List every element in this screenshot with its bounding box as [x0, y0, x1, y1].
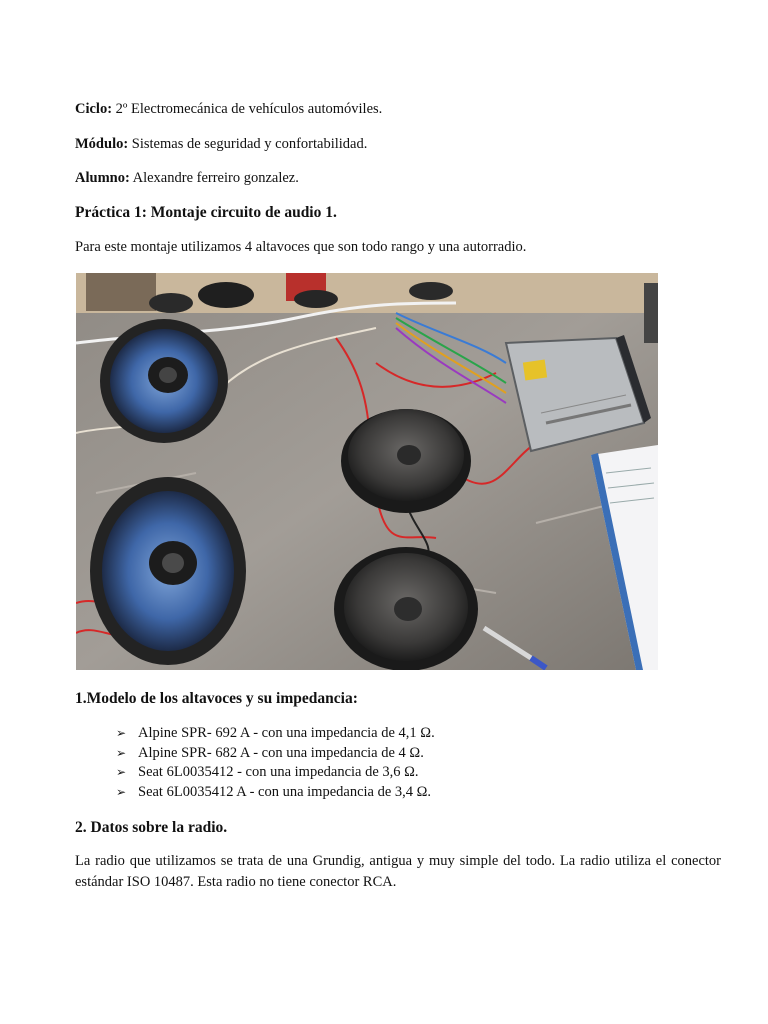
radio-description: La radio que utilizamos se trata de una Grundig, antigua y muy simple del todo. La radio utiliza el conector estándar ISO 10487. Esta radio no tiene conector RCA. — [75, 853, 721, 890]
practice-title: Práctica 1: Montaje circuito de audio 1. — [75, 204, 337, 221]
ciclo-value: 2º Electromecánica de vehículos automóviles. — [115, 101, 383, 117]
arrow-bullet-icon: ➢ — [116, 784, 127, 799]
alumno-value: Alexandre ferreiro gonzalez. — [132, 170, 299, 186]
list-item: ➢ Alpine SPR- 682 A - con una impedancia de 4 Ω. — [116, 744, 435, 764]
speaker-model-list — [116, 724, 435, 802]
list-item: ➢ Seat 6L0035412 - con una impedancia de 3,6 Ω. — [116, 763, 435, 783]
intro-text: Para este montaje utilizamos 4 altavoces que son todo rango y una autorradio. — [75, 239, 527, 255]
arrow-bullet-icon: ➢ — [116, 745, 127, 760]
alumno-line — [75, 170, 299, 187]
section1-title: 1.Modelo de los altavoces y su impedancia: — [75, 690, 358, 707]
section2-title: 2. Datos sobre la radio. — [75, 819, 228, 836]
modulo-label: Módulo: — [75, 136, 129, 152]
modulo-value: Sistemas de seguridad y confortabilidad. — [131, 136, 368, 152]
list-item: ➢ Seat 6L0035412 A - con una impedancia de 3,4 Ω. — [116, 783, 435, 803]
list-item: ➢ Alpine SPR- 692 A - con una impedancia de 4,1 Ω. — [116, 724, 435, 744]
arrow-bullet-icon: ➢ — [116, 726, 127, 740]
arrow-bullet-icon: ➢ — [116, 765, 127, 779]
ciclo-label: Ciclo: — [75, 101, 113, 117]
modulo-line — [75, 136, 367, 153]
ciclo-line — [75, 101, 382, 118]
speakers-photo — [76, 273, 658, 670]
alumno-label: Alumno: — [75, 170, 130, 186]
